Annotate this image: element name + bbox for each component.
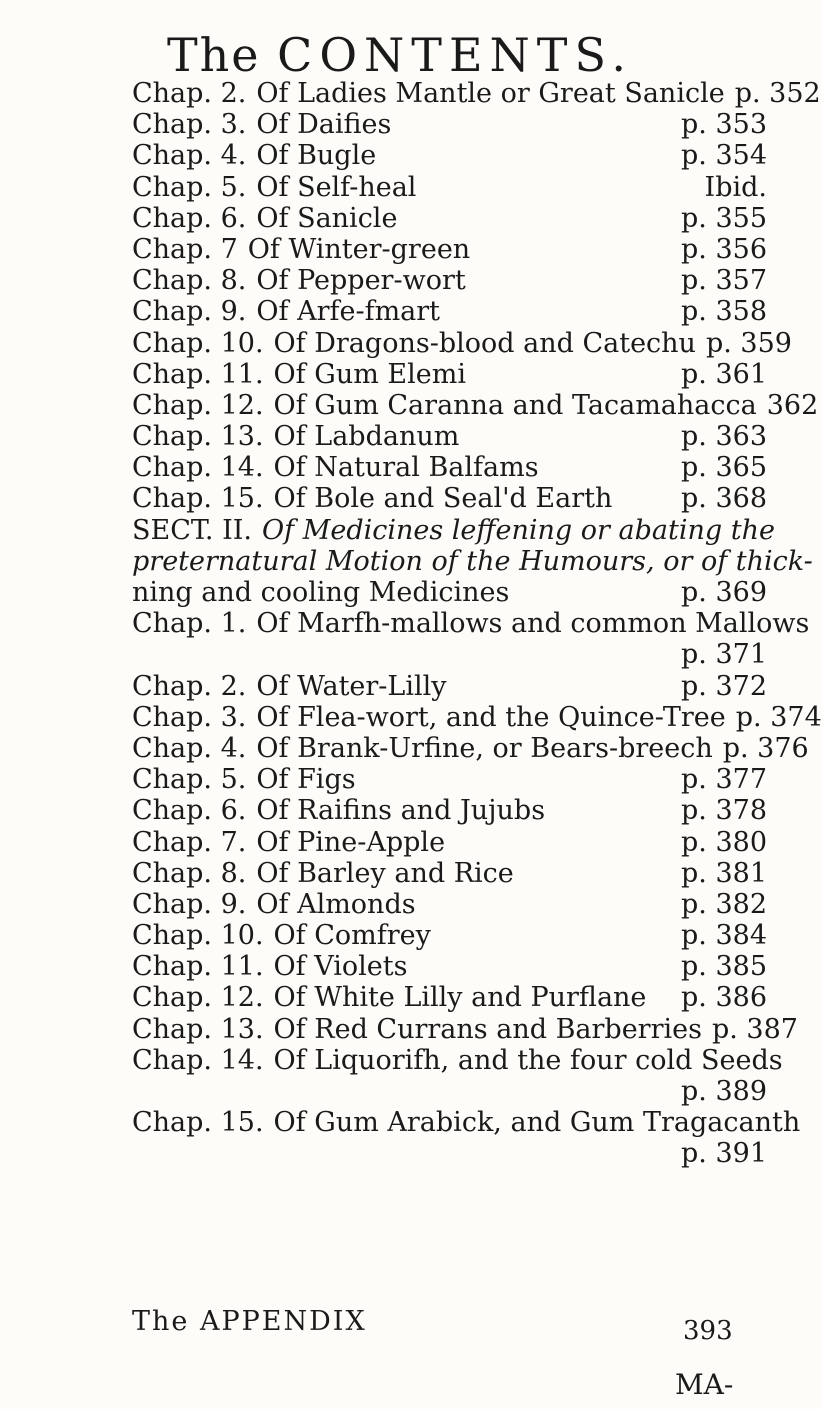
chapter-number: Chap. 12.	[132, 389, 264, 421]
chapter-title: Of Flea-wort, and the Quince-Tree	[256, 701, 726, 733]
chapter-number: Chap. 1.	[132, 608, 247, 640]
appendix-page: 393	[683, 1316, 733, 1346]
chapter-title: Of Gum Elemi	[273, 358, 466, 390]
toc-entry	[132, 1044, 783, 1076]
toc-entry	[132, 1107, 801, 1139]
header-prefix: The	[166, 28, 261, 82]
chapter-title: Of White Lilly and Purflane	[273, 982, 647, 1014]
toc-entry	[132, 1013, 798, 1045]
sect-heading-row	[132, 514, 775, 546]
toc-entry	[132, 701, 822, 733]
catchword: MA-	[675, 1368, 734, 1401]
chapter-title: Of Bugle	[256, 140, 377, 172]
page-number: p. 389	[681, 1076, 767, 1107]
page-number: p. 361	[681, 358, 767, 390]
toc-entry	[132, 671, 767, 702]
chapter-title: Of Dragons-blood and Catechu	[273, 327, 696, 359]
page-number: Ibid.	[704, 171, 767, 203]
chapter-number: Chap. 13.	[132, 421, 264, 453]
chapter-list-sect-2	[132, 608, 822, 1170]
toc-entry	[132, 858, 767, 889]
sect-title-line1: Of Medicines leffening or abating the	[261, 514, 775, 546]
page-number: p. 371	[681, 639, 767, 671]
chapter-number: Chap. 4.	[132, 140, 247, 172]
page-number: p. 391	[681, 1138, 767, 1170]
chapter-number: Chap. 6.	[132, 202, 247, 234]
chapter-title: Of Bole and Seal'd Earth	[273, 483, 613, 515]
page-number: p. 355	[681, 202, 767, 234]
header-word: CONTENTS.	[277, 28, 633, 82]
chapter-number: Chap. 2.	[132, 78, 247, 109]
page-number: p. 354	[681, 140, 767, 172]
toc-entry	[132, 109, 767, 140]
chapter-title: Of Natural Balfams	[273, 452, 539, 484]
chapter-title: Of Pepper-wort	[256, 265, 466, 297]
chapter-number: Chap. 14.	[132, 452, 264, 484]
page-number: p. 365	[681, 452, 767, 484]
sect-page: p. 369	[681, 577, 767, 608]
toc-entry	[132, 608, 810, 640]
chapter-number: Chap. 2.	[132, 670, 247, 702]
page-number: p. 386	[681, 982, 767, 1014]
toc-entry	[132, 1076, 767, 1107]
sect-title-line2: preternatural Motion of the Humours, or of thick-	[132, 545, 813, 577]
toc-entry	[132, 296, 767, 327]
toc-entry	[132, 764, 767, 795]
chapter-number: Chap. 15.	[132, 483, 264, 515]
chapter-title: Of Labdanum	[273, 421, 460, 453]
toc-entry	[132, 359, 767, 390]
toc-entry	[132, 827, 767, 858]
page-number: p. 387	[711, 1013, 798, 1045]
page-number: p. 352	[734, 78, 821, 109]
chapter-number: Chap. 9.	[132, 296, 247, 328]
toc-entry	[132, 421, 767, 452]
page-number: p. 377	[681, 764, 767, 796]
toc-entry	[132, 920, 767, 951]
chapter-title: Of Pine-Apple	[256, 826, 446, 858]
page-number: p. 372	[681, 670, 767, 702]
chapter-number: Chap. 8.	[132, 857, 247, 889]
chapter-number: Chap. 6.	[132, 795, 247, 827]
chapter-number: Chap. 10.	[132, 920, 264, 952]
chapter-number: Chap. 7	[132, 233, 238, 265]
chapter-title: Of Arfe-fmart	[256, 296, 441, 328]
chapter-title: Of Barley and Rice	[256, 857, 514, 889]
page-number: p. 368	[681, 483, 767, 515]
page-number: p. 374	[735, 701, 822, 733]
chapter-title: Of Comfrey	[273, 920, 431, 952]
toc-entry	[132, 327, 792, 359]
chapter-number: Chap. 4.	[132, 732, 247, 764]
chapter-title: Of Almonds	[256, 888, 416, 920]
page-number: p. 357	[681, 265, 767, 297]
chapter-title: Of Brank-Urfine, or Bears-breech	[256, 732, 713, 764]
chapter-title: Of Gum Caranna and Tacamahacca	[273, 389, 757, 421]
toc-entry	[132, 78, 821, 109]
table-of-contents	[132, 78, 822, 1170]
page-number: p. 356	[681, 233, 767, 265]
chapter-number: Chap. 15.	[132, 1107, 264, 1139]
sect-title-row-3	[132, 577, 767, 608]
toc-entry	[132, 639, 767, 670]
chapter-title: Of Water-Lilly	[256, 670, 447, 702]
toc-entry	[132, 389, 819, 421]
chapter-title: Of Liquorifh, and the four cold Seeds	[273, 1044, 783, 1076]
toc-entry	[132, 795, 767, 826]
chapter-number: Chap. 9.	[132, 888, 247, 920]
chapter-title: Of Ladies Mantle or Great Sanicle	[256, 78, 725, 109]
page-number: p. 353	[681, 109, 767, 141]
toc-entry	[132, 234, 767, 265]
chapter-number: Chap. 8.	[132, 265, 247, 297]
page-number: p. 358	[681, 296, 767, 328]
chapter-title: Of Winter-green	[247, 233, 471, 265]
toc-entry	[132, 483, 767, 514]
toc-entry	[132, 1138, 767, 1169]
chapter-title: Of Raifins and Jujubs	[256, 795, 546, 827]
chapter-title: Of Violets	[273, 951, 408, 983]
page-number: p. 384	[681, 920, 767, 952]
page-number: p. 359	[705, 327, 792, 359]
chapter-number: Chap. 7.	[132, 826, 247, 858]
toc-entry	[132, 140, 767, 171]
chapter-list-sect-1	[132, 78, 821, 515]
chapter-title: Of Red Currans and Barberries	[273, 1013, 702, 1045]
chapter-title: Of Sanicle	[256, 202, 398, 234]
page-number: p. 363	[681, 421, 767, 453]
chapter-title: Of Gum Arabick, and Gum Tragacanth	[273, 1107, 801, 1139]
chapter-number: Chap. 5.	[132, 764, 247, 796]
chapter-number: Chap. 11.	[132, 951, 264, 983]
chapter-title: Of Self-heal	[256, 171, 417, 203]
page-number: p. 381	[681, 857, 767, 889]
toc-entry	[132, 889, 767, 920]
page-number: p. 378	[681, 795, 767, 827]
chapter-number: Chap. 10.	[132, 327, 264, 359]
page-number: p. 385	[681, 951, 767, 983]
page-number: p. 376	[722, 732, 809, 764]
chapter-title: Of Daifies	[256, 109, 392, 141]
page-header	[0, 28, 800, 82]
page-number: 362	[766, 389, 819, 421]
chapter-title: Of Marfh-mallows and common Mallows	[256, 608, 810, 640]
appendix-label: The APPENDIX	[132, 1306, 367, 1337]
sect-title-row-2	[132, 545, 813, 577]
chapter-number: Chap. 3.	[132, 701, 247, 733]
toc-entry	[132, 172, 767, 203]
toc-entry	[132, 951, 767, 982]
toc-entry	[132, 982, 767, 1013]
page-number: p. 382	[681, 888, 767, 920]
sect-title-line3: ning and cooling Medicines	[132, 577, 510, 608]
toc-entry	[132, 203, 767, 234]
chapter-number: Chap. 11.	[132, 358, 264, 390]
toc-entry	[132, 732, 809, 764]
chapter-title: Of Figs	[256, 764, 356, 796]
chapter-number: Chap. 5.	[132, 171, 247, 203]
chapter-number: Chap. 3.	[132, 109, 247, 141]
chapter-number: Chap. 13.	[132, 1013, 264, 1045]
page-number: p. 380	[681, 826, 767, 858]
toc-entry	[132, 452, 767, 483]
chapter-number: Chap. 12.	[132, 982, 264, 1014]
toc-entry	[132, 265, 767, 296]
chapter-number: Chap. 14.	[132, 1044, 264, 1076]
sect-label: SECT. II.	[132, 514, 252, 546]
